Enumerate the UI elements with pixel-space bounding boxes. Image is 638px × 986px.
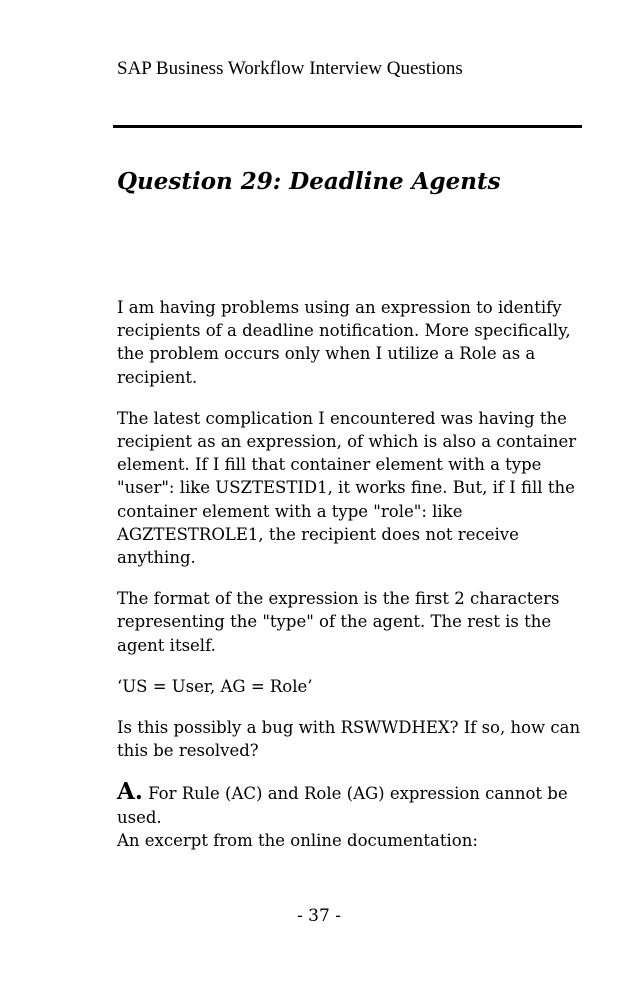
- header-rule: [113, 125, 582, 128]
- paragraph-2: The latest complication I encountered was having the recipient as an expression, of which is also a container element. If I fill that container element with a type "user": like USZTESTID1, it works fine. But, if I fill the container element with a type "role": like AGZTESTROLE1, the recipient does not receive anything.: [117, 408, 577, 568]
- question-body: [117, 296, 587, 852]
- paragraph-3: The format of the expression is the first 2 characters representing the "type" of the agent. The rest is the agent itself.: [117, 589, 560, 655]
- question-title: Question 29: Deadline Agents: [117, 168, 501, 195]
- answer-followup: An excerpt from the online documentation:: [117, 830, 478, 850]
- answer-text: For Rule (AC) and Role (AG) expression cannot be used.: [117, 784, 568, 827]
- answer-letter: A.: [117, 778, 143, 806]
- answer-block: [117, 780, 587, 852]
- paragraph-1: I am having problems using an expression to identify recipients of a deadline notification. More specifically, the problem occurs only when I utilize a Role as a recipient.: [117, 298, 571, 387]
- page-number: - 37 -: [297, 906, 341, 926]
- running-header: SAP Business Workflow Interview Questions: [117, 58, 463, 79]
- paragraph-4: ‘US = User, AG = Role’: [117, 676, 313, 696]
- paragraph-5: Is this possibly a bug with RSWWDHEX? If so, how can this be resolved?: [117, 718, 581, 761]
